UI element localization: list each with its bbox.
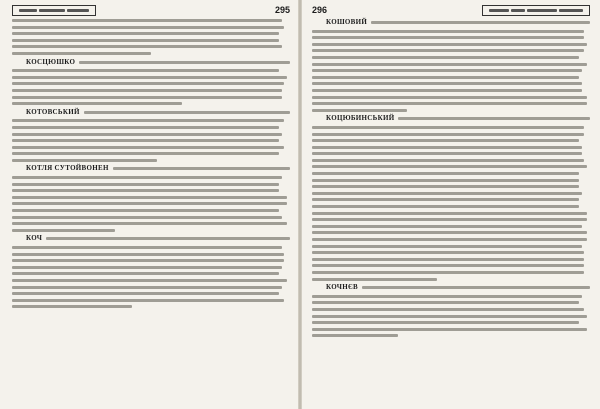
text-line <box>12 222 287 225</box>
text-line <box>12 45 282 48</box>
right-page-number: 296 <box>312 5 328 15</box>
text-line <box>312 185 579 188</box>
headword: КОЧНЄВ <box>326 283 358 292</box>
text-line <box>312 334 398 337</box>
text-line <box>12 209 279 212</box>
text-line <box>12 96 282 99</box>
text-line <box>312 159 584 162</box>
text-line <box>46 237 290 240</box>
text-line <box>312 139 579 142</box>
text-line <box>12 259 284 262</box>
text-line <box>12 146 284 149</box>
text-line <box>312 63 587 66</box>
right-page-header <box>312 4 590 16</box>
text-line <box>12 139 279 142</box>
text-line <box>312 278 437 281</box>
text-line <box>398 117 590 120</box>
entry-heading <box>312 19 590 26</box>
text-line <box>312 30 584 33</box>
text-line <box>312 192 582 195</box>
text-line <box>12 26 284 29</box>
text-line <box>84 111 290 114</box>
text-line <box>12 152 279 155</box>
text-line <box>312 328 587 331</box>
text-line <box>12 305 132 308</box>
headword: КОЦЮБИНСЬКИЙ <box>326 114 395 123</box>
text-line <box>312 271 584 274</box>
text-line <box>12 286 282 289</box>
text-line <box>12 89 282 92</box>
text-line <box>312 231 587 234</box>
entry-heading <box>12 235 290 242</box>
right-running-title <box>482 5 590 16</box>
text-line <box>312 69 582 72</box>
text-line <box>312 251 584 254</box>
text-line <box>312 76 579 79</box>
text-line <box>12 246 282 249</box>
text-line <box>113 167 290 170</box>
left-page <box>0 0 298 409</box>
text-line <box>12 52 151 55</box>
text-line <box>12 272 279 275</box>
text-line <box>12 216 282 219</box>
text-line <box>312 245 582 248</box>
text-line <box>312 295 582 298</box>
text-line <box>312 238 587 241</box>
entry-heading <box>12 59 290 66</box>
headword: КОСЦЮШКО <box>26 57 76 66</box>
text-line <box>312 82 582 85</box>
text-line <box>312 212 587 215</box>
text-line <box>312 225 582 228</box>
text-line <box>312 264 584 267</box>
headword: КОШОВИЙ <box>326 18 368 26</box>
right-text-column <box>312 19 590 337</box>
text-line <box>312 198 579 201</box>
headword: КОТЛЯ СУТОЙВОНЕН <box>26 164 109 173</box>
text-line <box>12 82 284 85</box>
left-text-column <box>12 19 290 308</box>
headword: КОЧ <box>26 234 43 243</box>
text-line <box>12 126 279 129</box>
text-line <box>312 36 584 39</box>
right-page <box>302 0 600 409</box>
text-line <box>312 43 587 46</box>
text-line <box>12 133 282 136</box>
text-line <box>12 183 279 186</box>
text-line <box>12 299 284 302</box>
text-line <box>312 96 587 99</box>
text-line <box>12 102 182 105</box>
entry-heading <box>312 115 590 122</box>
text-line <box>312 133 584 136</box>
text-line <box>12 19 282 22</box>
text-line <box>312 205 579 208</box>
text-line <box>12 266 282 269</box>
text-line <box>312 146 582 149</box>
text-line <box>312 165 587 168</box>
text-line <box>12 196 287 199</box>
text-line <box>312 179 579 182</box>
text-line <box>12 253 284 256</box>
text-line <box>12 176 282 179</box>
text-line <box>12 159 157 162</box>
text-line <box>312 49 584 52</box>
text-line <box>79 61 290 64</box>
text-line <box>312 89 582 92</box>
text-line <box>312 321 579 324</box>
text-line <box>312 218 587 221</box>
headword: КОТОВСЬКИЙ <box>26 107 80 116</box>
text-line <box>12 76 287 79</box>
text-line <box>312 172 579 175</box>
text-line <box>312 126 584 129</box>
text-line <box>312 308 584 311</box>
text-line <box>312 56 579 59</box>
text-line <box>312 102 587 105</box>
text-line <box>12 189 279 192</box>
left-page-header <box>12 4 290 16</box>
entry-heading <box>12 109 290 116</box>
text-line <box>371 21 590 24</box>
text-line <box>312 152 582 155</box>
text-line <box>12 39 279 42</box>
text-line <box>12 229 115 232</box>
text-line <box>312 258 584 261</box>
text-line <box>12 69 279 72</box>
text-line <box>312 315 587 318</box>
left-page-number: 295 <box>274 5 290 15</box>
text-line <box>12 292 279 295</box>
text-line <box>12 279 287 282</box>
text-line <box>362 286 590 289</box>
text-line <box>12 202 287 205</box>
left-running-title <box>12 5 96 16</box>
text-line <box>312 301 579 304</box>
entry-heading <box>12 165 290 172</box>
text-line <box>312 109 407 112</box>
text-line <box>12 32 279 35</box>
entry-heading <box>312 284 590 291</box>
text-line <box>12 119 284 122</box>
